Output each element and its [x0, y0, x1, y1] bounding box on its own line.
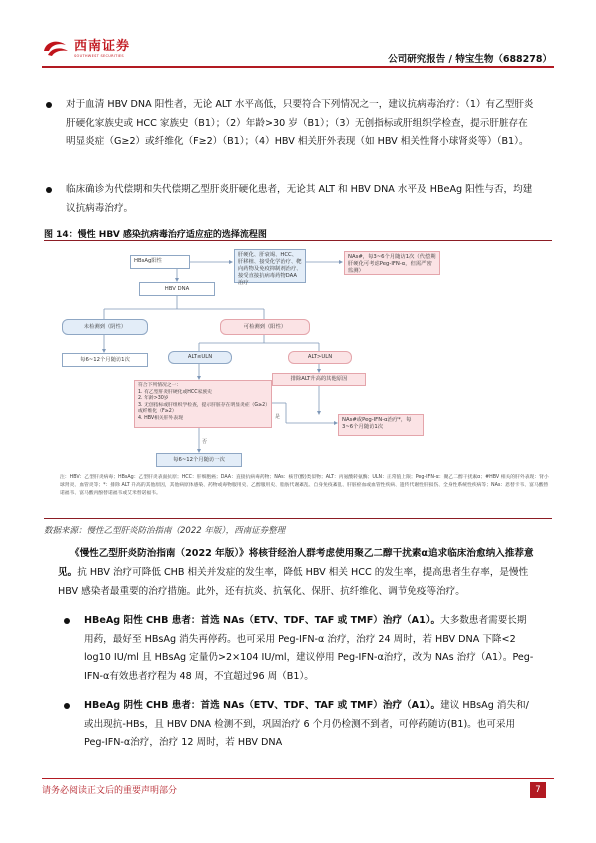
body-paragraph: [58, 545, 538, 601]
footer-notice: 请务必阅读正文后的重要声明部分: [42, 786, 178, 796]
bullet-icon: [46, 102, 52, 108]
bullet-icon: [64, 618, 70, 624]
flow-alt-high-box: ALT>ULN: [288, 351, 352, 364]
flow-follow-undetectable-box: 每6~12个月随访1次: [62, 353, 148, 367]
logo-chinese-name: 西南证券: [74, 38, 131, 54]
figure-bottom-rule: [44, 518, 552, 519]
paragraph-body: 抗 HBV 治疗可降低 CHB 相关并发症的发生率，降低 HBV 相关 HCC 的发生率，提高患者生存率，是慢性 HBV 感染者最重要的治疗措施。此外，还有抗炎、抗氧化、保肝、抗纤维化、调节免疫等治疗。: [58, 566, 529, 597]
company-logo: [42, 37, 130, 61]
bullet-item: [84, 697, 536, 753]
bullet-lead: HBeAg 阴性 CHB 患者：首选 NAs（ETV、TDF、TAF 或 TMF）治疗（A1）。: [84, 700, 441, 711]
flow-hbsag-box: HBsAg阳性: [130, 255, 190, 269]
bullet-text: 大多数患者需要长期用药，最好至 HBsAg 消失再停药。也可采用 Peg-IFN-α 治疗，治疗 24 周时，若 HBV DNA 下降<2 log10 IU/ml 且 HBsAg 定量仍>2×104 IU/ml，建议停用 Peg-IFN-α治疗，改为 NAs 治疗（A1）。Peg-IFN-α有效患者疗程为 48 周，不宜超过96 周（B1）。: [84, 615, 534, 682]
flow-hbv-dna-box: HBV DNA: [139, 282, 215, 296]
flow-exclude-box: 排除ALT升高的其他原因: [272, 373, 366, 386]
report-label: 公司研究报告 / 特宝生物（688278）: [388, 54, 552, 65]
bullet-item: [66, 181, 536, 218]
figure-source: 数据来源：慢性乙型肝炎防治指南（2022 年版），西南证券整理: [44, 526, 286, 536]
flow-follow-no-box: 每6~12个月随访一次: [156, 453, 242, 467]
bullet-item: [84, 612, 536, 686]
figure-title: 图 14：慢性 HBV 感染抗病毒治疗适应症的选择流程图: [44, 230, 267, 240]
flow-nas-box: NAs#，每3~6个月随访1次（代偿期肝硬化可考虑Peg-IFN-α，但需严密监测）: [344, 251, 440, 275]
flow-no-label: 否: [202, 439, 208, 445]
flow-treat-box: NAs#或Peg-IFN-α治疗*，每3~6个月随访1次: [338, 414, 424, 436]
flow-conditions-box: 肝硬化、肝衰竭、HCC、肝移植、接受化学治疗、靶向药物及免疫抑制剂治疗、接受直接抗病毒药物DAA治疗: [234, 249, 306, 283]
flowchart-note: 注：HBV：乙型肝炎病毒；HBsAg：乙型肝炎表面抗原；HCC：肝细胞癌；DAA：直接抗病毒药物；NAs：核苷(酸)类似物；ALT：丙氨酸转氨酶；ULN：正常值上限；Peg-IFN-α：聚乙二醇干扰素α；#HBV 相关的肝外表现：肾小球肾炎、血管炎等；*：排除 ALT 升高的其他原因，其他病原体感染、药物或毒物服用史、乙醇服用史、脂肪代谢紊乱、自身免疫紊乱、肝脏瘀血或血管性疾病、遗传代谢性肝损伤、全身性系统性疾病等；NAs：恩替卡韦、富马酸替诺福韦、富马酸丙酚替诺福韦或艾米替诺福韦。: [60, 475, 549, 496]
flow-undetectable-box: 未检测到（阴性）: [62, 319, 148, 335]
flow-alt-low-box: ALT≤ULN: [168, 351, 232, 364]
bullet-icon: [64, 703, 70, 709]
bullet-icon: [46, 187, 52, 193]
bullet-text: 建议 HBsAg 消失和/或出现抗-HBs，且 HBV DNA 检测不到，巩固治疗 6 个月仍检测不到者，可停药随访(B1)。也可采用 Peg-IFN-α治疗，治疗 12 周时，若 HBV DNA: [84, 700, 529, 748]
logo-english-name: SOUTHWEST SECURITIES: [74, 53, 124, 58]
bullet-text: 临床确诊为代偿期和失代偿期乙型肝炎肝硬化患者，无论其 ALT 和 HBV DNA 水平及 HBeAg 阳性与否，均建议抗病毒治疗。: [66, 184, 533, 214]
logo-icon: [42, 37, 70, 61]
figure-top-rule: [44, 240, 552, 241]
footer-divider: [42, 778, 554, 779]
flow-yes-label: 是: [275, 414, 281, 420]
flow-detectable-box: 可检测到（阳性）: [220, 319, 310, 335]
paragraph-lead: 《慢性乙型肝炎防治指南（2022 年版）》将核苷经治人群考虑使用聚乙二醇干扰素α追求临床治愈纳入推荐意见。: [58, 548, 534, 578]
bullet-item: [66, 96, 536, 152]
bullet-lead: HBeAg 阳性 CHB 患者：首选 NAs（ETV、TDF、TAF 或 TMF）治疗（A1）。: [84, 615, 441, 626]
flowchart: [44, 243, 552, 515]
bullet-text: 对于血清 HBV DNA 阳性者，无论 ALT 水平高低，只要符合下列情况之一，建议抗病毒治疗：（1）有乙型肝炎肝硬化家族史或 HCC 家族史（B1）；（2）年龄>30 岁（B1）；（3）无创指标或肝组织学检查，提示肝脏存在明显炎症（G≥2）或纤维化（F≥2）（B1）；（4）HBV 相关肝外表现（如 HBV 相关性肾小球肾炎等）（B1）。: [66, 99, 534, 147]
flow-criteria-box: 符合下列情况之一： 1. 有乙型肝炎肝硬化或HCC家族史 2. 年龄>30岁 3. 无创指标或肝组织学检查，提示肝脏存在明显炎症（G≥2）或纤维化（F≥2） 4. HBV相关肝外表现: [134, 380, 272, 428]
page-number: 7: [530, 782, 546, 798]
header-divider: [42, 66, 554, 68]
